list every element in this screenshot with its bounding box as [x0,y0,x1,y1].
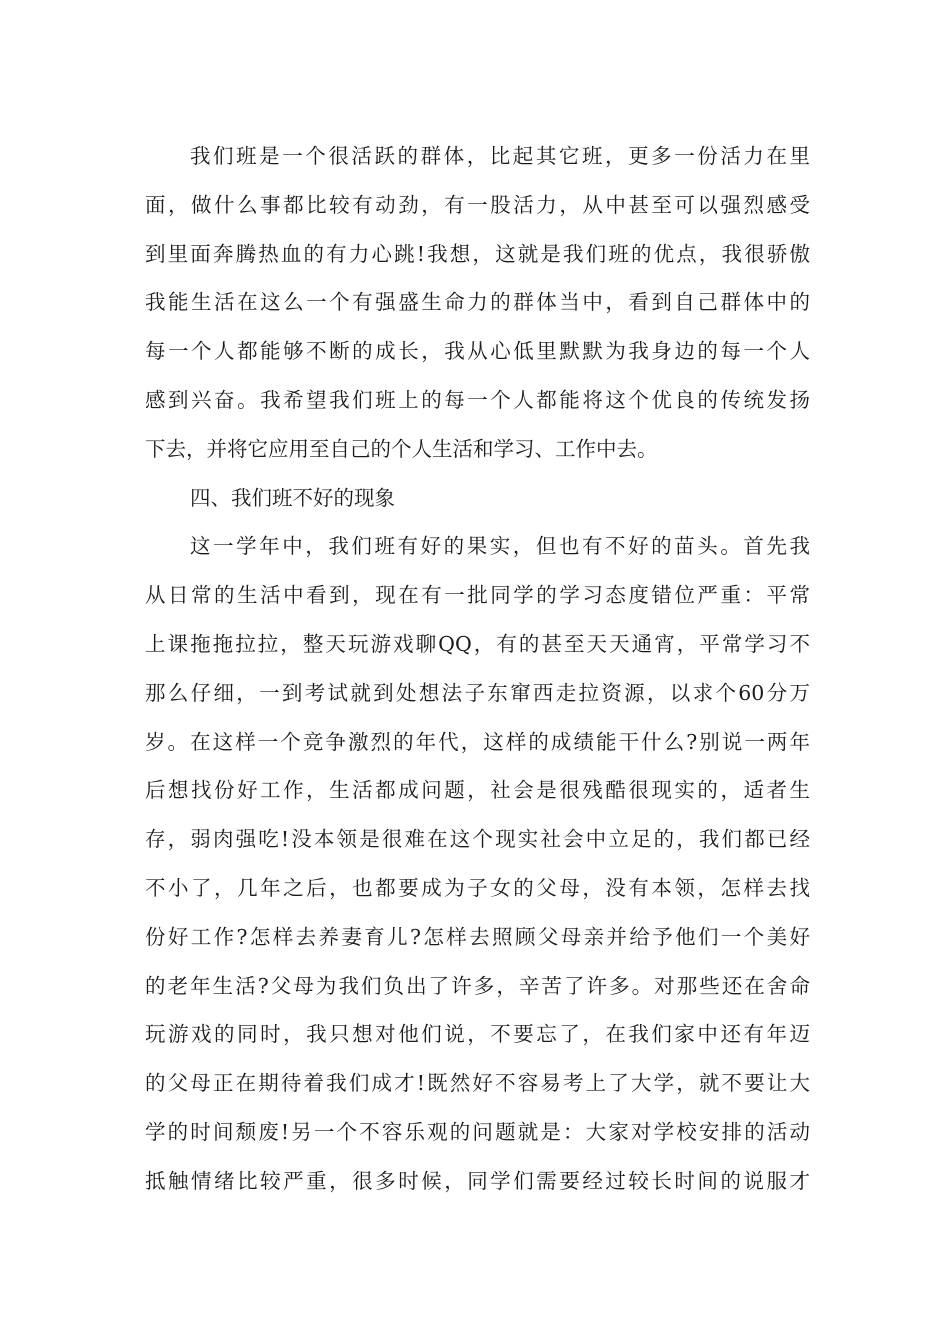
paragraph-line: 这一学年中，我们班有好的果实，但也有不好的苗头。首先我 [190,534,810,559]
paragraph-line: 岁。在这样一个竞争激烈的年代，这样的成绩能干什么?别说一两年 [145,729,810,754]
paragraph-line: 我们班是一个很活跃的群体，比起其它班，更多一份活力在里 [190,144,810,168]
paragraph-line: 上课拖拖拉拉，整天玩游戏聊QQ，有的甚至天天通宵，平常学习不 [145,631,810,656]
paragraph-line: 感到兴奋。我希望我们班上的每一个人都能将这个优良的传统发扬 [145,387,810,412]
paragraph-line: 的父母正在期待着我们成才!既然好不容易考上了大学，就不要让大 [145,1071,810,1096]
paragraph-line: 每一个人都能够不断的成长，我从心低里默默为我身边的每一个人 [145,339,810,364]
paragraph-line: 面，做什么事都比较有动劲，有一股活力，从中甚至可以强烈感受 [145,192,810,217]
paragraph-line: 玩游戏的同时，我只想对他们说，不要忘了，在我们家中还有年迈 [145,1022,810,1047]
paragraph-line: 我能生活在这么一个有强盛生命力的群体当中，看到自己群体中的 [145,290,810,315]
paragraph-line: 下去，并将它应用至自己的个人生活和学习、工作中去。 [145,436,658,461]
paragraph-line: 到里面奔腾热血的有力心跳!我想，这就是我们班的优点，我很骄傲 [145,241,810,266]
paragraph-line: 学的时间颓废!另一个不容乐观的问题就是：大家对学校安排的活动 [145,1119,810,1144]
paragraph-line: 抵触情绪比较严重，很多时候，同学们需要经过较长时间的说服才 [145,1168,810,1193]
section-heading: 四、我们班不好的现象 [190,485,395,510]
paragraph-class-problems [145,522,810,1205]
document-body [145,132,810,1206]
paragraph-line: 份好工作?怎样去养妻育儿?怎样去照顾父母亲并给予他们一个美好 [145,924,810,949]
paragraph-line: 那么仔细，一到考试就到处想法子东窜西走拉资源，以求个60分万 [145,680,810,705]
paragraph-class-strengths [145,132,810,474]
paragraph-line: 后想找份好工作，生活都成问题，社会是很残酷很现实的，适者生 [145,778,810,803]
paragraph-line: 的老年生活?父母为我们负出了许多，辛苦了许多。对那些还在舍命 [145,973,810,998]
paragraph-line: 不小了，几年之后，也都要成为子女的父母，没有本领，怎样去找 [145,875,810,900]
paragraph-line: 存，弱肉强吃!没本领是很难在这个现实社会中立足的，我们都已经 [145,827,810,852]
paragraph-line: 从日常的生活中看到，现在有一批同学的学习态度错位严重：平常 [145,583,810,608]
